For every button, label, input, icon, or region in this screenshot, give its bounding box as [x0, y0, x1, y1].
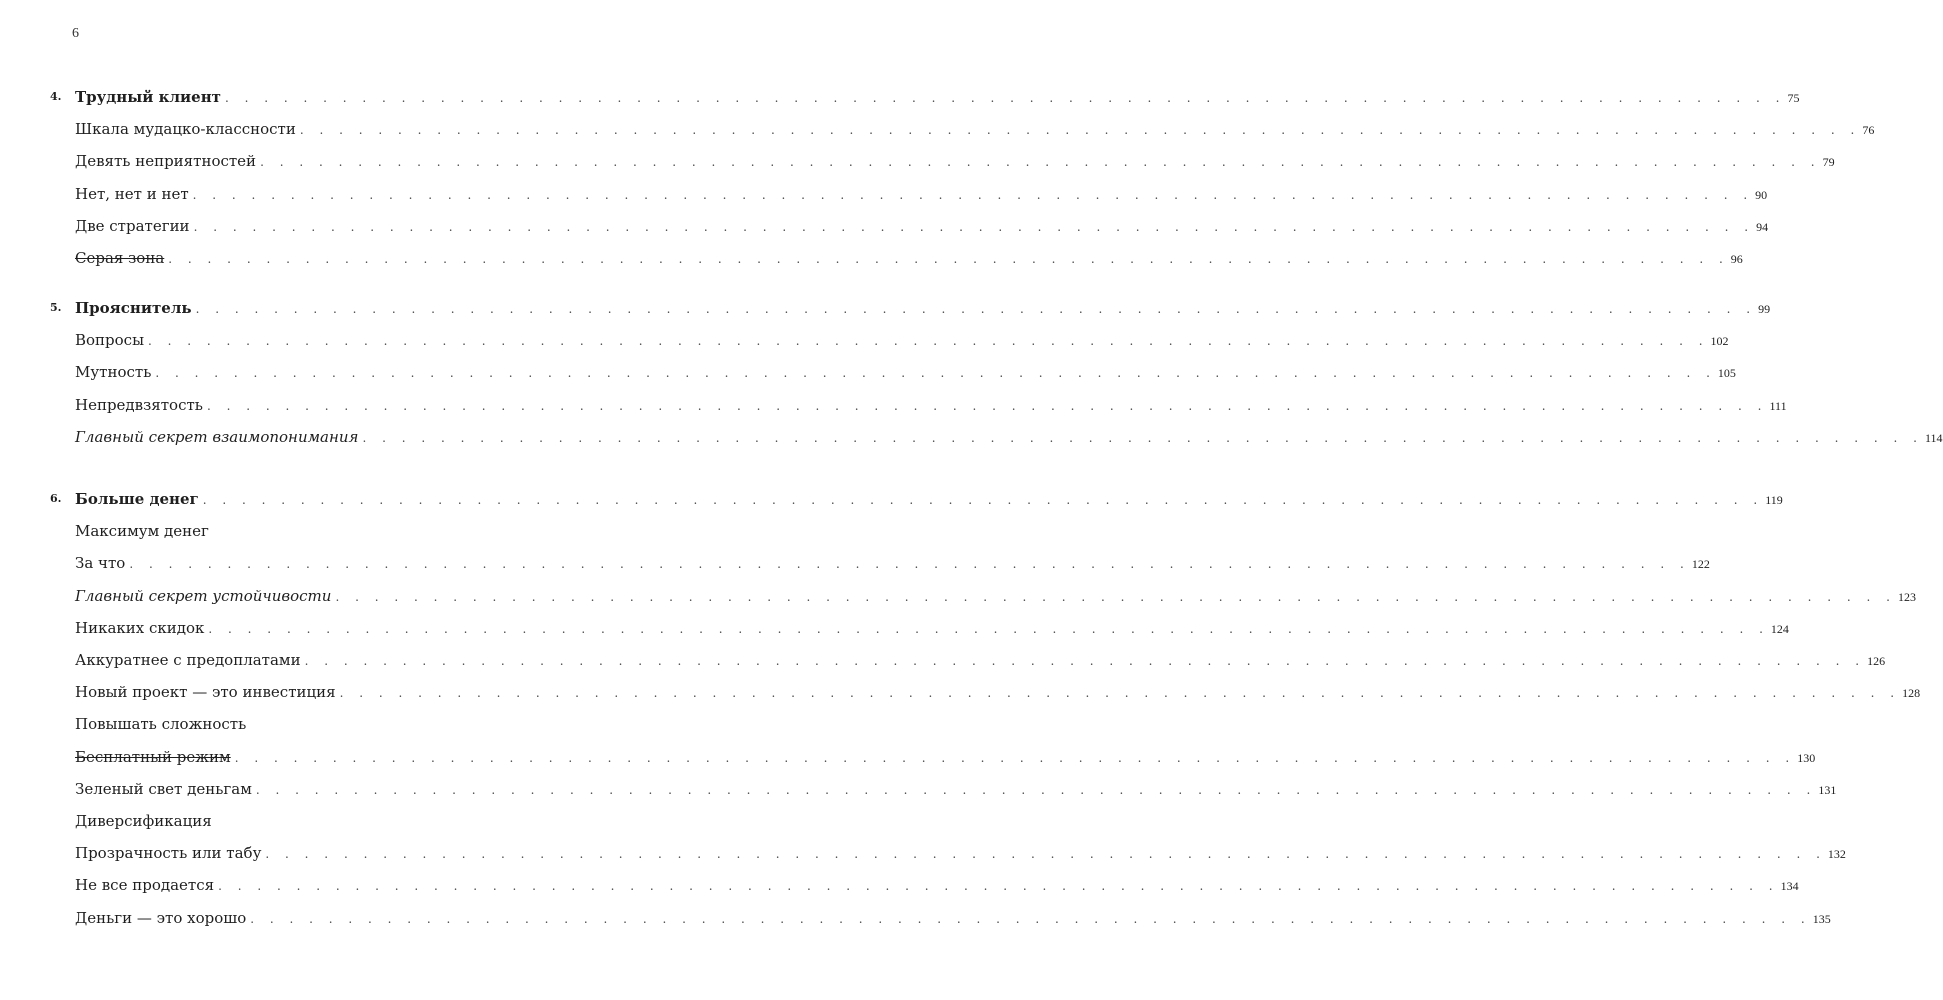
entry-page-number: 96 [1730, 252, 1743, 266]
entry-title: Серая зона [75, 249, 165, 267]
toc-entry [50, 680, 1921, 704]
entry-page-number: 123 [1897, 589, 1916, 604]
chapter-number: 6. [50, 492, 62, 505]
entry-title: Никаких скидок [75, 618, 205, 637]
toc-entry [50, 745, 1816, 769]
entry-title: Главный секрет взаимопонимания [75, 427, 359, 446]
entry-page-number: 124 [1770, 621, 1789, 636]
chapter-row [50, 487, 1783, 511]
entry-title: Больше денег [75, 490, 199, 508]
dot-leader: . . . . . . . . . . . . . . . . . . . . . . . . . . . . . . . . . . . . . . . . . . . . . . . . . . . . . . . . . . . . . . . . . . . . . . . . . . . . . . . . [250, 911, 1811, 926]
entry-page-number: 130 [1797, 750, 1816, 765]
entry-title: Зеленый свет деньгам [75, 779, 252, 798]
dot-leader: . . . . . . . . . . . . . . . . . . . . . . . . . . . . . . . . . . . . . . . . . . . . . . . . . . . . . . . . . . . . . . . . . . . . . . . . . . . . . . . . [260, 155, 1821, 170]
entry-title: Не все продается [75, 876, 215, 895]
dot-leader: . . . . . . . . . . . . . . . . . . . . . . . . . . . . . . . . . . . . . . . . . . . . . . . . . . . . . . . . . . . . . . . . . . . . . . . . . . . . . . . . [206, 398, 1768, 413]
chapter-number: 4. [50, 90, 62, 103]
toc-entry [50, 712, 540, 736]
entry-page-number: 122 [1691, 557, 1710, 572]
entry-title: Мутность [75, 363, 152, 382]
dot-leader: . . . . . . . . . . . . . . . . . . . . . . . . . . . . . . . . . . . . . . . . . . . . . . . . . . . . . . . . . . . . . . . . . . . . . . . . . . . . . . . . [218, 879, 1779, 894]
dot-leader: . . . . . . . . . . . . . . . . . . . . . . . . . . . . . . . . . . . . . . . . . . . . . . . . . . . . . . . . . . . . . . . . . . . . . . . . . . . . . . . . [195, 302, 1757, 316]
chapter-number: 5. [50, 301, 62, 314]
toc-entry [50, 648, 1886, 672]
dot-leader: . . . . . . . . . . . . . . . . . . . . . . . . . . . . . . . . . . . . . . . . . . . . . . . . . . . . . . . . . . . . . . . . . . . . . . . . . . . . . . . . [148, 334, 1709, 349]
toc-entry [50, 584, 1916, 608]
entry-page-number: 105 [1717, 366, 1736, 381]
toc-entry [50, 906, 1831, 930]
toc-entry [50, 246, 1743, 270]
entry-page-number: 119 [1765, 493, 1783, 507]
entry-title: Аккуратнее с предоплатами [75, 651, 301, 669]
toc-entry [50, 214, 1769, 238]
dot-leader: . . . . . . . . . . . . . . . . . . . . . . . . . . . . . . . . . . . . . . . . . . . . . . . . . . . . . . . . . . . . . . . . . . . . . . . . . . . . . . . . [129, 557, 1690, 572]
entry-page-number: 111 [1769, 398, 1787, 413]
entry-title: Вопросы [75, 331, 145, 350]
toc-entry [50, 809, 540, 833]
entry-title: Прозрачность или табу [75, 844, 262, 863]
entry-title: Шкала мудацко-классности [75, 120, 296, 139]
entry-page-number: 90 [1755, 187, 1768, 202]
entry-page-number: 76 [1862, 123, 1875, 138]
toc-entry [50, 873, 1799, 897]
dot-leader: . . . . . . . . . . . . . . . . . . . . . . . . . . . . . . . . . . . . . . . . . . . . . . . . . . . . . . . . . . . . . . . . . . . . . . . . . . . . . . . . [304, 654, 1866, 668]
dot-leader: . . . . . . . . . . . . . . . . . . . . . . . . . . . . . . . . . . . . . . . . . . . . . . . . . . . . . . . . . . . . . . . . . . . . . . . . . . . . . . . . [339, 686, 1901, 701]
entry-title: Максимум денег [75, 522, 209, 541]
entry-page-number: 94 [1756, 219, 1769, 234]
entry-title: Трудный клиент [75, 88, 221, 106]
toc-entry [50, 393, 1787, 417]
toc-entry [50, 328, 1729, 352]
entry-page-number: 131 [1818, 782, 1837, 797]
dot-leader: . . . . . . . . . . . . . . . . . . . . . . . . . . . . . . . . . . . . . . . . . . . . . . . . . . . . . . . . . . . . . . . . . . . . . . . . . . . . . . . . [224, 91, 1786, 105]
entry-title: За что [75, 554, 126, 573]
entry-title: Диверсификация [75, 812, 212, 830]
dot-leader: . . . . . . . . . . . . . . . . . . . . . . . . . . . . . . . . . . . . . . . . . . . . . . . . . . . . . . . . . . . . . . . . . . . . . . . . . . . . . . . . [299, 123, 1861, 138]
dot-leader: . . . . . . . . . . . . . . . . . . . . . . . . . . . . . . . . . . . . . . . . . . . . . . . . . . . . . . . . . . . . . . . . . . . . . . . . . . . . . . . . [208, 621, 1769, 636]
entry-title: Прояснитель [75, 299, 192, 317]
dot-leader: . . . . . . . . . . . . . . . . . . . . . . . . . . . . . . . . . . . . . . . . . . . . . . . . . . . . . . . . . . . . . . . . . . . . . . . . . . . . . . . . [362, 430, 1923, 445]
entry-title: Девять неприятностей [75, 152, 257, 171]
toc-entry [50, 149, 1835, 173]
dot-leader: . . . . . . . . . . . . . . . . . . . . . . . . . . . . . . . . . . . . . . . . . . . . . . . . . . . . . . . . . . . . . . . . . . . . . . . . . . . . . . . . [193, 219, 1755, 234]
entry-page-number: 75 [1787, 91, 1800, 105]
toc-entry [50, 777, 1837, 801]
toc-entry [50, 551, 1710, 575]
entry-title: Повышать сложность [75, 715, 247, 734]
entry-page-number: 126 [1867, 654, 1886, 668]
toc-entry [50, 360, 1736, 384]
entry-page-number: 99 [1758, 302, 1771, 316]
page-number: 6 [72, 26, 79, 41]
dot-leader: . . . . . . . . . . . . . . . . . . . . . . . . . . . . . . . . . . . . . . . . . . . . . . . . . . . . . . . . . . . . . . . . . . . . . . . . . . . . . . . . [234, 750, 1796, 765]
entry-title: Две стратегии [75, 216, 190, 235]
dot-leader: . . . . . . . . . . . . . . . . . . . . . . . . . . . . . . . . . . . . . . . . . . . . . . . . . . . . . . . . . . . . . . . . . . . . . . . . . . . . . . . . [335, 589, 1896, 604]
entry-page-number: 132 [1827, 847, 1846, 862]
dot-leader: . . . . . . . . . . . . . . . . . . . . . . . . . . . . . . . . . . . . . . . . . . . . . . . . . . . . . . . . . . . . . . . . . . . . . . . . . . . . . . . . [168, 252, 1729, 266]
dot-leader: . . . . . . . . . . . . . . . . . . . . . . . . . . . . . . . . . . . . . . . . . . . . . . . . . . . . . . . . . . . . . . . . . . . . . . . . . . . . . . . . [202, 493, 1764, 507]
dot-leader: . . . . . . . . . . . . . . . . . . . . . . . . . . . . . . . . . . . . . . . . . . . . . . . . . . . . . . . . . . . . . . . . . . . . . . . . . . . . . . . . [255, 782, 1817, 797]
chapter-row [50, 296, 1771, 320]
toc-entry [50, 425, 1943, 449]
dot-leader: . . . . . . . . . . . . . . . . . . . . . . . . . . . . . . . . . . . . . . . . . . . . . . . . . . . . . . . . . . . . . . . . . . . . . . . . . . . . . . . . [265, 847, 1826, 862]
dot-leader: . . . . . . . . . . . . . . . . . . . . . . . . . . . . . . . . . . . . . . . . . . . . . . . . . . . . . . . . . . . . . . . . . . . . . . . . . . . . . . . . [155, 366, 1716, 381]
entry-title: Непредвзятость [75, 395, 203, 414]
entry-page-number: 114 [1924, 430, 1943, 445]
toc-entry [50, 519, 540, 543]
entry-page-number: 134 [1780, 879, 1799, 894]
dot-leader: . . . . . . . . . . . . . . . . . . . . . . . . . . . . . . . . . . . . . . . . . . . . . . . . . . . . . . . . . . . . . . . . . . . . . . . . . . . . . . . . [192, 187, 1754, 202]
entry-title: Нет, нет и нет [75, 184, 189, 203]
toc-entry [50, 182, 1768, 206]
entry-title: Бесплатный режим [75, 747, 231, 766]
entry-title: Главный секрет устойчивости [75, 586, 332, 605]
entry-page-number: 102 [1710, 334, 1729, 349]
toc-entry [50, 841, 1846, 865]
entry-page-number: 128 [1902, 686, 1921, 701]
entry-page-number: 135 [1812, 911, 1831, 926]
toc-entry [50, 117, 1875, 141]
entry-title: Деньги — это хорошо [75, 908, 247, 927]
entry-page-number: 79 [1822, 155, 1835, 170]
toc-entry [50, 616, 1789, 640]
chapter-row [50, 85, 1800, 109]
entry-title: Новый проект — это инвестиция [75, 683, 336, 702]
